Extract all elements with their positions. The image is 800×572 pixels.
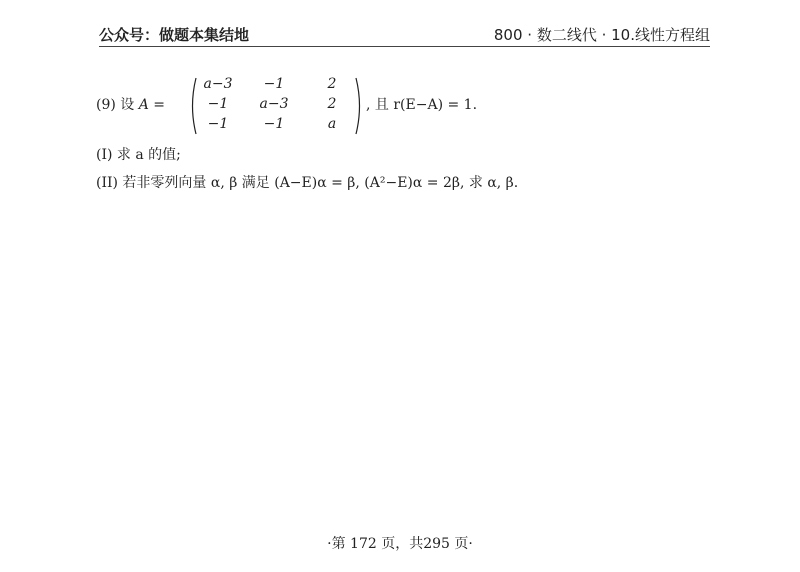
problem-9 bbox=[96, 76, 716, 194]
header-divider bbox=[99, 46, 710, 47]
matrix-cell-1-1: a−3 bbox=[203, 76, 233, 92]
problem-statement bbox=[96, 76, 716, 136]
header-section-title: 800 · 数二线代 · 10.线性方程组 bbox=[493, 26, 710, 44]
matrix-cell-1-3: 2 bbox=[327, 76, 337, 92]
matrix-cell-1-2: −1 bbox=[263, 76, 285, 92]
problem-intro: (9) 设 bbox=[96, 97, 135, 113]
matrix-cell-2-3: 2 bbox=[327, 96, 337, 112]
matrix-name: A = bbox=[138, 97, 166, 113]
rank-condition: , 且 r(E−A) = 1. bbox=[366, 97, 478, 113]
page-footer: ·第 172 页，共295 页· bbox=[327, 536, 473, 552]
matrix-cell-3-1: −1 bbox=[207, 116, 229, 132]
part-1: (I) 求 a 的值; bbox=[96, 147, 181, 163]
matrix-cell-2-1: −1 bbox=[207, 96, 229, 112]
problem-number bbox=[96, 94, 165, 114]
matrix-cell-2-2: a−3 bbox=[259, 96, 289, 112]
matrix-cell-3-3: a bbox=[327, 116, 337, 132]
matrix-cell-3-2: −1 bbox=[263, 116, 285, 132]
header-account-name: 公众号：做题本集结地 bbox=[99, 26, 250, 44]
matrix-a bbox=[188, 76, 364, 136]
part-2: (II) 若非零列向量 α, β 满足 (A−E)α = β, (A²−E)α = 2β, 求 α, β. bbox=[96, 175, 519, 191]
page-header bbox=[99, 22, 710, 46]
